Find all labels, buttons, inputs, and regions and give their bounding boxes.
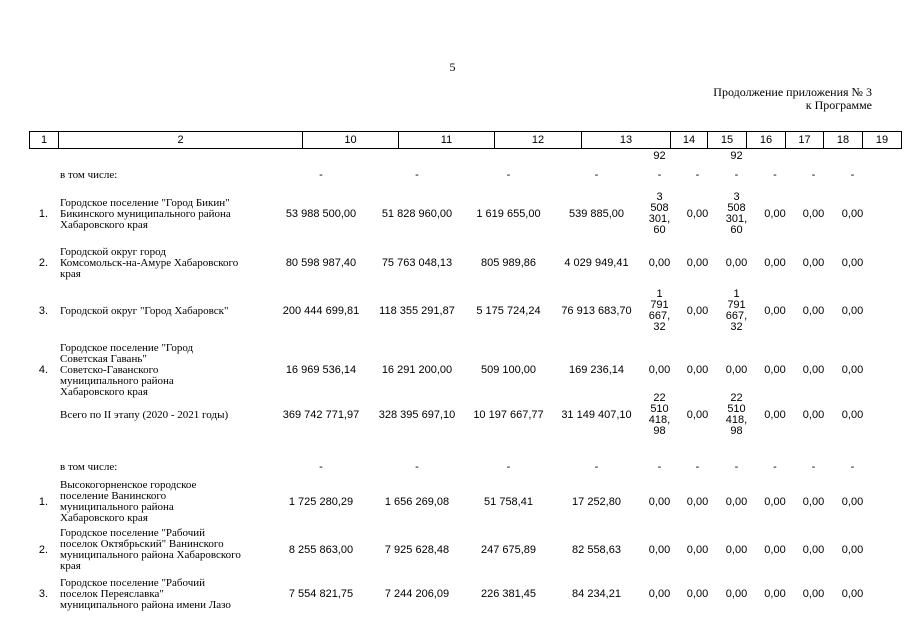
row-name xyxy=(60,528,280,572)
cell-c11-line: 328 395 697,10 xyxy=(378,409,456,421)
row-name xyxy=(60,343,280,398)
cell-c16 xyxy=(717,258,756,269)
cell-c14-line: - xyxy=(657,461,662,473)
cell-c19-line: 0,00 xyxy=(841,409,864,421)
cell-c16 xyxy=(717,545,756,556)
cell-c18-line: 0,00 xyxy=(802,364,825,376)
cell-c19-line: - xyxy=(850,461,855,473)
row-number xyxy=(29,258,58,269)
cell-c10-line: 80 598 987,40 xyxy=(285,257,357,269)
header-cell-10: 10 xyxy=(302,131,398,149)
header-cell-15: 15 xyxy=(707,131,746,149)
cell-c15 xyxy=(678,497,717,508)
row-name-line: поселение Ванинского xyxy=(60,490,167,502)
header-cell-1: 1 xyxy=(29,131,58,149)
cell-c13-line: 84 234,21 xyxy=(572,588,621,600)
row-name xyxy=(60,198,280,231)
row-number-line: 2. xyxy=(38,544,49,556)
cell-c13-line: 82 558,63 xyxy=(572,544,621,556)
cell-c17 xyxy=(756,462,794,473)
cell-c16 xyxy=(717,462,756,473)
cell-c15 xyxy=(678,170,717,181)
row-number xyxy=(29,209,58,220)
cell-c11-line: 7 244 206,09 xyxy=(384,588,450,600)
cell-c16 xyxy=(717,365,756,376)
cell-c16-line: 60 xyxy=(730,224,743,236)
cell-c18 xyxy=(794,589,833,600)
cell-c16-line: - xyxy=(734,169,739,181)
cell-c16-line: 510 xyxy=(727,403,746,415)
cell-c15 xyxy=(678,209,717,220)
cell-c15-line: 0,00 xyxy=(686,409,709,421)
cell-c17 xyxy=(756,258,794,269)
row-name-line: края xyxy=(60,560,81,572)
cell-c19-line: 0,00 xyxy=(841,305,864,317)
cell-c14-line: 22 xyxy=(653,392,666,404)
cell-c16-line: 32 xyxy=(730,321,743,333)
cell-c18-line: 0,00 xyxy=(802,208,825,220)
cell-c14-line: 667, xyxy=(648,310,671,322)
row-number-line: 1. xyxy=(38,208,49,220)
cell-c14 xyxy=(641,589,678,600)
cell-c17-line: - xyxy=(773,169,777,181)
cell-c12 xyxy=(465,258,552,269)
header-cell-12: 12 xyxy=(494,131,581,149)
cell-c10 xyxy=(273,462,369,473)
carryover-c14: 92 xyxy=(653,150,666,162)
cell-c17 xyxy=(756,306,794,317)
cell-c10 xyxy=(273,410,369,421)
cell-c19 xyxy=(833,497,872,508)
row-name-line: Советско-Гаванского xyxy=(60,364,159,376)
page-number: 5 xyxy=(449,60,456,74)
cell-c17-line: 0,00 xyxy=(764,409,786,421)
row-name xyxy=(60,480,280,524)
cell-c17-line: 0,00 xyxy=(764,208,786,220)
cell-c18 xyxy=(794,462,833,473)
cell-c16 xyxy=(717,589,756,600)
row-name xyxy=(60,578,280,611)
cell-c18 xyxy=(794,258,833,269)
cell-c16-line: 667, xyxy=(725,310,748,322)
cell-c18 xyxy=(794,410,833,421)
cell-c18-line: 0,00 xyxy=(802,305,825,317)
cell-c19 xyxy=(833,410,872,421)
cell-c10 xyxy=(273,365,369,376)
cell-c12-line: 5 175 724,24 xyxy=(476,305,541,317)
cell-c12-line: 805 989,86 xyxy=(480,257,537,269)
cell-c16-line: 0,00 xyxy=(725,257,748,269)
cell-c13 xyxy=(552,170,641,181)
cell-c13-line: 539 885,00 xyxy=(568,208,625,220)
row-name-line: Городское поселение "Рабочий xyxy=(60,527,206,539)
appendix-line-1: Продолжение приложения № 3 xyxy=(713,85,872,99)
cell-c18 xyxy=(794,170,833,181)
cell-c13-line: - xyxy=(594,169,599,181)
cell-c16 xyxy=(717,289,756,333)
cell-c15 xyxy=(678,545,717,556)
cell-c14-line: 98 xyxy=(653,425,666,437)
row-name xyxy=(60,306,280,317)
cell-c14-line: 418, xyxy=(648,414,671,426)
cell-c18 xyxy=(794,497,833,508)
cell-c11-line: 51 828 960,00 xyxy=(381,208,453,220)
cell-c13-line: 169 236,14 xyxy=(568,364,625,376)
cell-c10-line: 53 988 500,00 xyxy=(285,208,357,220)
cell-c14-line: 0,00 xyxy=(648,588,671,600)
header-cell-18: 18 xyxy=(823,131,862,149)
cell-c12 xyxy=(465,365,552,376)
cell-c17-line: 0,00 xyxy=(764,544,786,556)
cell-c15-line: - xyxy=(695,461,700,473)
cell-c17-line: 0,00 xyxy=(764,257,786,269)
row-name xyxy=(60,410,280,421)
row-name-line: Городское поселение "Город Бикин" xyxy=(60,197,230,209)
cell-c18-line: 0,00 xyxy=(802,544,825,556)
cell-c17 xyxy=(756,589,794,600)
header-cell-16: 16 xyxy=(746,131,785,149)
cell-c18 xyxy=(794,209,833,220)
cell-c11-line: - xyxy=(415,461,419,473)
cell-c14-line: 60 xyxy=(653,224,666,236)
cell-c14-line: 3 xyxy=(656,191,663,203)
cell-c12 xyxy=(465,589,552,600)
cell-c15-line: 0,00 xyxy=(686,305,709,317)
cell-c18 xyxy=(794,306,833,317)
cell-c10-line: 1 725 280,29 xyxy=(288,496,354,508)
cell-c10-line: 369 742 771,97 xyxy=(282,409,360,421)
cell-c17 xyxy=(756,497,794,508)
cell-c12 xyxy=(465,209,552,220)
cell-c16-line: 98 xyxy=(730,425,743,437)
cell-c11 xyxy=(369,258,465,269)
cell-c12-line: 51 758,41 xyxy=(484,496,533,508)
cell-c19 xyxy=(833,258,872,269)
cell-c15 xyxy=(678,306,717,317)
row-name xyxy=(60,462,280,473)
cell-c15-line: 0,00 xyxy=(686,544,709,556)
row-name-line: муниципального района xyxy=(60,375,174,387)
row-number xyxy=(29,497,58,508)
cell-c14-line: 508 xyxy=(650,202,669,214)
cell-c14-line: 1 xyxy=(656,288,663,300)
cell-c10 xyxy=(273,589,369,600)
cell-c17-line: 0,00 xyxy=(764,496,786,508)
cell-c15 xyxy=(678,365,717,376)
cell-c16-line: 1 xyxy=(733,288,740,300)
cell-c13-line: 4 029 949,41 xyxy=(564,257,629,269)
row-number-line: 3. xyxy=(38,588,49,600)
row-name-line: муниципального района имени Лазо xyxy=(60,599,231,611)
cell-c11 xyxy=(369,209,465,220)
cell-c10 xyxy=(273,545,369,556)
cell-c19 xyxy=(833,545,872,556)
cell-c15-line: 0,00 xyxy=(686,588,709,600)
cell-c18-line: 0,00 xyxy=(802,588,825,600)
cell-c12 xyxy=(465,462,552,473)
cell-c11 xyxy=(369,589,465,600)
cell-c16 xyxy=(717,170,756,181)
cell-c10 xyxy=(273,258,369,269)
cell-c13 xyxy=(552,258,641,269)
cell-c12-line: - xyxy=(506,169,511,181)
cell-c16-line: 3 xyxy=(733,191,740,203)
cell-c12 xyxy=(465,497,552,508)
row-name-line: поселок Октябрьский" Ванинского xyxy=(60,538,224,550)
cell-c14-line: 0,00 xyxy=(648,364,671,376)
header-cell-2: 2 xyxy=(58,131,302,149)
row-name-line: муниципального района xyxy=(60,501,174,513)
row-name-line: Хабаровского края xyxy=(60,386,148,398)
row-number xyxy=(29,306,58,317)
cell-c17 xyxy=(756,170,794,181)
cell-c10 xyxy=(273,497,369,508)
row-name-line: Городское поселение "Рабочий xyxy=(60,577,206,589)
cell-c12 xyxy=(465,410,552,421)
cell-c16-line: - xyxy=(734,461,739,473)
row-name-line: Комсомольск-на-Амуре Хабаровского xyxy=(60,257,239,269)
cell-c13 xyxy=(552,209,641,220)
cell-c11 xyxy=(369,306,465,317)
cell-c17 xyxy=(756,209,794,220)
cell-c12 xyxy=(465,545,552,556)
cell-c16 xyxy=(717,393,756,437)
cell-c19 xyxy=(833,209,872,220)
cell-c12 xyxy=(465,306,552,317)
cell-c11-line: 1 656 269,08 xyxy=(384,496,450,508)
cell-c15-line: 0,00 xyxy=(686,364,709,376)
row-name-line: муниципального района Хабаровского xyxy=(60,549,241,561)
row-number xyxy=(29,365,58,376)
row-name-line: в том числе: xyxy=(60,169,118,181)
row-name xyxy=(60,170,280,181)
cell-c11 xyxy=(369,545,465,556)
cell-c17-line: - xyxy=(773,461,777,473)
cell-c16-line: 22 xyxy=(730,392,743,404)
cell-c15-line: 0,00 xyxy=(686,257,709,269)
cell-c14-line: 510 xyxy=(650,403,669,415)
cell-c13-line: 31 149 407,10 xyxy=(561,409,632,421)
row-name-line: Высокогорненское городское xyxy=(60,479,197,491)
table-header xyxy=(29,131,889,148)
row-name-line: Всего по II этапу (2020 - 2021 годы) xyxy=(60,409,229,421)
cell-c14-line: 32 xyxy=(653,321,666,333)
row-number-line: 3. xyxy=(38,305,49,317)
cell-c19-line: 0,00 xyxy=(841,364,864,376)
cell-c16-line: 791 xyxy=(727,299,746,311)
cell-c17-line: 0,00 xyxy=(764,305,786,317)
cell-c14 xyxy=(641,192,678,236)
row-number-line: 2. xyxy=(38,257,49,269)
cell-c14 xyxy=(641,462,678,473)
header-cell-19: 19 xyxy=(862,131,902,149)
cell-c11-line: - xyxy=(415,169,419,181)
cell-c11 xyxy=(369,410,465,421)
cell-c11 xyxy=(369,365,465,376)
cell-c10 xyxy=(273,209,369,220)
cell-c10 xyxy=(273,170,369,181)
cell-c18 xyxy=(794,545,833,556)
row-name-line: в том числе: xyxy=(60,461,118,473)
cell-c14-line: 0,00 xyxy=(648,257,671,269)
cell-c19-line: 0,00 xyxy=(841,588,864,600)
cell-c11 xyxy=(369,170,465,181)
cell-c13 xyxy=(552,462,641,473)
row-name-line: края xyxy=(60,268,81,280)
cell-c14-line: 301, xyxy=(648,213,671,225)
cell-c15-line: 0,00 xyxy=(686,208,709,220)
cell-c14 xyxy=(641,289,678,333)
carryover-c16: 92 xyxy=(730,150,743,162)
cell-c16-line: 0,00 xyxy=(725,544,748,556)
cell-c14-line: 791 xyxy=(650,299,669,311)
cell-c14 xyxy=(641,258,678,269)
cell-c13-line: - xyxy=(594,461,599,473)
cell-c16-line: 508 xyxy=(727,202,746,214)
cell-c12-line: 1 619 655,00 xyxy=(476,208,541,220)
cell-c13-line: 17 252,80 xyxy=(572,496,621,508)
row-name-line: Советская Гавань" xyxy=(60,353,147,365)
row-number xyxy=(29,545,58,556)
cell-c12-line: - xyxy=(506,461,511,473)
cell-c18-line: 0,00 xyxy=(802,257,825,269)
cell-c19 xyxy=(833,365,872,376)
cell-c14-line: 0,00 xyxy=(648,496,671,508)
cell-c13 xyxy=(552,545,641,556)
cell-c13 xyxy=(552,497,641,508)
cell-c13 xyxy=(552,306,641,317)
cell-c15 xyxy=(678,258,717,269)
cell-c13 xyxy=(552,410,641,421)
cell-c16 xyxy=(717,497,756,508)
row-number-line: 4. xyxy=(38,364,49,376)
cell-c17-line: 0,00 xyxy=(764,588,786,600)
cell-c16-line: 301, xyxy=(725,213,748,225)
row-number xyxy=(29,589,58,600)
cell-c14-line: - xyxy=(657,169,662,181)
cell-c12 xyxy=(465,170,552,181)
cell-c17 xyxy=(756,365,794,376)
cell-c10-line: 7 554 821,75 xyxy=(288,588,354,600)
cell-c19-line: 0,00 xyxy=(841,257,864,269)
cell-c18-line: 0,00 xyxy=(802,496,825,508)
row-name-line: Городское поселение "Город xyxy=(60,342,194,354)
row-name-line: Городской округ "Город Хабаровск" xyxy=(60,305,229,317)
cell-c14 xyxy=(641,365,678,376)
row-number-line: 1. xyxy=(38,496,49,508)
row-name xyxy=(60,247,280,280)
cell-c14 xyxy=(641,170,678,181)
cell-c18-line: - xyxy=(811,169,816,181)
header-cell-11: 11 xyxy=(398,131,494,149)
cell-c12-line: 226 381,45 xyxy=(480,588,537,600)
row-name-line: Городской округ город xyxy=(60,246,166,258)
cell-c10-line: 16 969 536,14 xyxy=(285,364,357,376)
cell-c15 xyxy=(678,589,717,600)
cell-c11-line: 118 355 291,87 xyxy=(379,305,455,317)
cell-c13-line: 76 913 683,70 xyxy=(561,305,632,317)
cell-c11 xyxy=(369,497,465,508)
cell-c12-line: 247 675,89 xyxy=(480,544,537,556)
header-cell-14: 14 xyxy=(670,131,707,149)
cell-c13 xyxy=(552,365,641,376)
appendix-caption xyxy=(713,86,872,112)
cell-c19 xyxy=(833,170,872,181)
cell-c15-line: - xyxy=(695,169,700,181)
cell-c12-line: 509 100,00 xyxy=(480,364,537,376)
cell-c16 xyxy=(717,192,756,236)
cell-c11 xyxy=(369,462,465,473)
cell-c17-line: 0,00 xyxy=(764,364,786,376)
cell-c14 xyxy=(641,497,678,508)
cell-c19-line: 0,00 xyxy=(841,544,864,556)
cell-c14 xyxy=(641,545,678,556)
cell-c16-line: 418, xyxy=(725,414,748,426)
cell-c19-line: - xyxy=(850,169,855,181)
cell-c10 xyxy=(273,306,369,317)
cell-c10-line: 8 255 863,00 xyxy=(288,544,354,556)
row-name-line: Хабаровского края xyxy=(60,219,148,231)
header-cell-13: 13 xyxy=(581,131,670,149)
cell-c13 xyxy=(552,589,641,600)
header-cell-17: 17 xyxy=(785,131,823,149)
cell-c15-line: 0,00 xyxy=(686,496,709,508)
cell-c19-line: 0,00 xyxy=(841,496,864,508)
cell-c11-line: 75 763 048,13 xyxy=(381,257,453,269)
cell-c19 xyxy=(833,462,872,473)
cell-c10-line: 200 444 699,81 xyxy=(282,305,360,317)
cell-c14-line: 0,00 xyxy=(648,544,671,556)
cell-c18 xyxy=(794,365,833,376)
cell-c15 xyxy=(678,410,717,421)
cell-c18-line: 0,00 xyxy=(802,409,825,421)
cell-c14 xyxy=(641,393,678,437)
cell-c11-line: 7 925 628,48 xyxy=(384,544,450,556)
row-name-line: поселок Переяславка" xyxy=(60,588,164,600)
cell-c19-line: 0,00 xyxy=(841,208,864,220)
cell-c17 xyxy=(756,545,794,556)
row-name-line: Хабаровского края xyxy=(60,512,148,524)
cell-c16-line: 0,00 xyxy=(725,496,748,508)
cell-c19 xyxy=(833,589,872,600)
cell-c15 xyxy=(678,462,717,473)
cell-c12-line: 10 197 667,77 xyxy=(473,409,544,421)
row-name-line: Бикинского муниципального района xyxy=(60,208,231,220)
cell-c10-line: - xyxy=(319,169,323,181)
cell-c19 xyxy=(833,306,872,317)
cell-c10-line: - xyxy=(319,461,323,473)
cell-c16-line: 0,00 xyxy=(725,588,748,600)
cell-c17 xyxy=(756,410,794,421)
appendix-line-2: к Программе xyxy=(805,98,872,112)
cell-c11-line: 16 291 200,00 xyxy=(381,364,453,376)
cell-c16-line: 0,00 xyxy=(725,364,748,376)
cell-c18-line: - xyxy=(811,461,816,473)
